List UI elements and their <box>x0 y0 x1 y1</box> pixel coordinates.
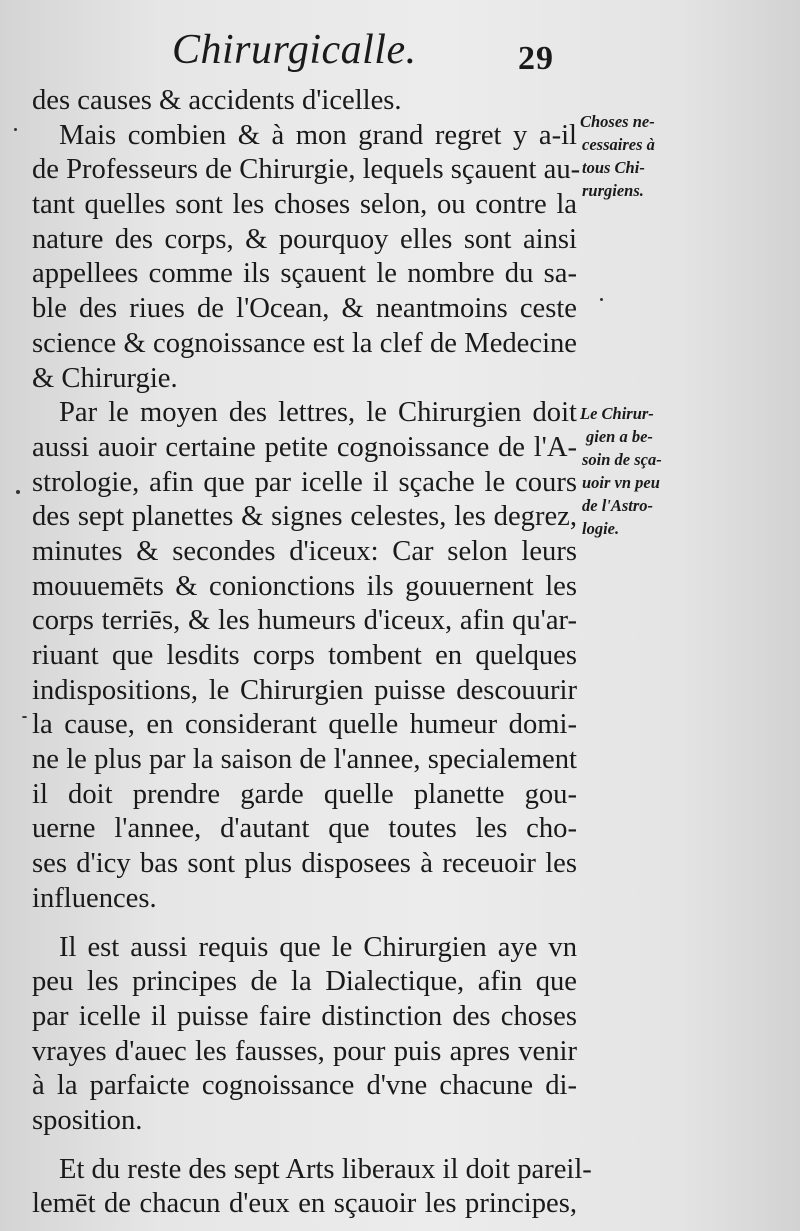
text-line: des causes & accidents d'icelles. <box>32 85 402 116</box>
text-line: tant quelles sont les choses selon, ou contre la <box>32 189 577 221</box>
text-line: Il est aussi requis que le Chirurgien aye vn <box>59 931 577 963</box>
text-line: minutes & secondes d'iceux: Car selon leurs <box>32 535 577 567</box>
text-line: nature des corps, & pourquoy elles sont ainsi <box>32 223 577 255</box>
text-line: Par le moyen des lettres, le Chirurgien doit <box>59 397 577 429</box>
text-line: strologie, afin que par icelle il sçache le cours <box>32 466 577 498</box>
marginal-note-line: logie. <box>582 519 620 538</box>
text-line: mouuemēts & conionctions ils gouuernent les <box>32 570 577 602</box>
ink-speck <box>16 490 20 494</box>
text-line: ses d'icy bas sont plus disposees à receuoir les <box>32 848 577 880</box>
marginal-note-line: tous Chi- <box>582 158 645 177</box>
text-line: peu les principes de la Dialectique, afin que <box>32 966 577 998</box>
marginal-note-line: Le Chirur- <box>580 404 654 423</box>
text-line: influences. <box>32 882 157 914</box>
running-title: Chirurgicalle. <box>172 27 417 73</box>
text-line: Et du reste des sept Arts liberaux il doit pareil- <box>59 1153 592 1185</box>
text-line: sposition. <box>32 1104 143 1136</box>
text-line: il doit prendre garde quelle planette gou- <box>32 778 577 810</box>
page-number: 29 <box>518 40 554 77</box>
text-line: ble des riues de l'Ocean, & neantmoins ceste <box>32 293 577 325</box>
ink-speck <box>22 716 27 718</box>
text-line: lemēt de chacun d'eux en sçauoir les principes, <box>32 1188 577 1220</box>
marginal-note-line: soin de sça- <box>582 450 662 469</box>
paragraph-gap <box>32 1139 577 1153</box>
text-line: riuant que lesdits corps tombent en quelques <box>32 640 577 671</box>
paragraph-gap <box>32 917 577 931</box>
marginal-note-line: cessaires à <box>582 135 655 154</box>
text-line: Mais combien & à mon grand regret y a-il <box>59 119 577 151</box>
marginal-note-line: uoir vn peu <box>582 473 660 492</box>
text-line: appellees comme ils sçauent le nombre du sa- <box>32 258 577 290</box>
marginal-note-line: gien a be- <box>586 427 653 446</box>
ink-speck <box>14 128 17 131</box>
text-line: uerne l'annee, d'autant que toutes les cho- <box>32 813 577 845</box>
marginal-note-line: rurgiens. <box>582 181 644 200</box>
text-line: vrayes d'auec les fausses, pour puis apres venir <box>32 1035 577 1067</box>
text-line: & Chirurgie. <box>32 362 178 394</box>
text-line: science & cognoissance est la clef de Medecine <box>32 327 577 359</box>
text-line: de Professeurs de Chirurgie, lequels sçauent au- <box>32 154 581 186</box>
text-line: à la parfaicte cognoissance d'vne chacune di- <box>32 1070 577 1102</box>
text-line: corps terriēs, & les humeurs d'iceux, afin qu'ar- <box>32 605 577 637</box>
marginal-note <box>580 402 702 540</box>
text-line: ne le plus par la saison de l'annee, specialement <box>32 744 577 776</box>
marginal-note-line: de l'Astro- <box>582 496 654 515</box>
marginal-note-line: Choses ne- <box>580 112 655 131</box>
text-line: la cause, en considerant quelle humeur domi- <box>32 709 577 741</box>
text-line: aussi auoir certaine petite cognoissance de l'A- <box>32 431 577 463</box>
body-text <box>32 84 592 1222</box>
ink-speck <box>600 298 603 301</box>
marginal-note <box>580 110 702 202</box>
text-line: par icelle il puisse faire distinction des choses <box>32 1000 577 1032</box>
text-line: indispositions, le Chirurgien puisse descouurir <box>32 674 577 706</box>
text-line: des sept planettes & signes celestes, les degrez, <box>32 501 577 533</box>
